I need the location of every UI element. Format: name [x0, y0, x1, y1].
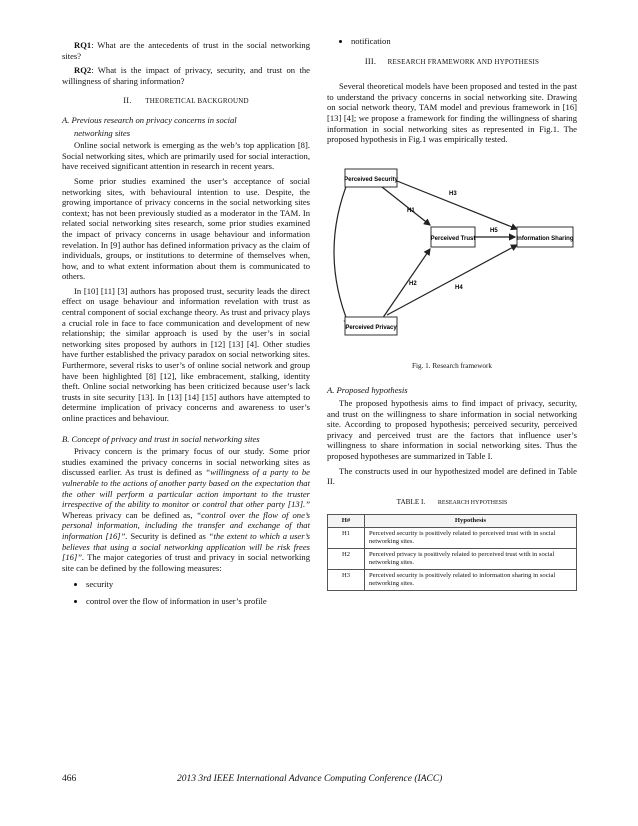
left-column	[62, 40, 310, 613]
table-cell: H3	[328, 570, 365, 591]
table-caption: TABLE I. RESEARCH HYPOTHESIS	[396, 497, 508, 506]
paragraph: The proposed hypothesis aims to find impact of privacy, security, and trust on the willingness to share information in social networking site. According to proposed hypothesis; perceived security, perceived privacy and perceived trust are the factors that influence user’s willingness to share information in social networking sites. Thus the proposed hypotheses are summarized in Table I.	[327, 397, 577, 461]
table-header-cell: H#	[328, 515, 365, 528]
subsection-a-title-cont: networking sites	[74, 127, 131, 138]
list-item: • security	[86, 579, 310, 590]
label-h4: H4	[455, 284, 463, 291]
table-cell: Perceived security is positively related to perceived trust with in social networking sites.	[365, 528, 577, 549]
arrow-h2	[382, 249, 430, 319]
figure-caption: Fig. 1. Research framework	[411, 361, 493, 370]
section-heading-2: II. THEORETICAL BACKGROUND	[123, 96, 249, 106]
section-heading-3: III. RESEARCH FRAMEWORK AND HYPOTHESIS	[364, 56, 540, 66]
label-perceived-security: Perceived Security	[344, 176, 398, 183]
right-column	[327, 36, 577, 591]
page-number: 466	[62, 774, 77, 784]
arrow-correlation	[334, 179, 349, 325]
paragraph: Some prior studies examined the user’s acceptance of social networking sites, with behavioural intention to use. Despite, the growing importance of privacy concerns in the social networking sites context; has not been previously studied as a moderator in the TAM. In related social networking sites research, some prior studies examined the impact of privacy concerns in usage behaviour and information revelation. In [9] author has defined information privacy as the claim of individuals, groups, or institutions to determine of themselves when, how, and to what extent information about them is communicated to others.	[62, 175, 310, 282]
label-h5: H5	[490, 227, 498, 234]
label-h1: H1	[407, 207, 415, 214]
label-perceived-trust: Perceived Trust	[430, 235, 476, 242]
table-row	[328, 528, 577, 549]
paragraph: Several theoretical models have been proposed and tested in the past to understand the privacy concerns in social networking site. Drawing on social network theory, TAM model and previous framework in [16] [13] [4]; we propose a framework for finding the willingness of sharing information in social networking sites as represented in Fig.1. The proposed hypothesis in Fig.1 was empirically tested.	[327, 81, 577, 145]
label-information-sharing: Information Sharing	[516, 235, 574, 242]
subsection-a-title: A. Previous research on privacy concerns in social	[62, 114, 237, 125]
paragraph-definitions: Privacy concern is the primary focus of our study. Some prior studies examined the privacy concerns in social networking sites as discussed earlier. As trust is defined as “willingness of a party to be vulnerable to the actions of another party based on the expectation that the other will perform a particular action important to the truster irrespective of the ability to monitor or control that other party [13].” Whereas privacy can be defined as, “control over the flow of one’s personal information, including the transfer and exchange of that information [16]”. Security is defined as “the extent to which a user’s believes that using a social networking application will be risk frees [16]”. The major categories of trust and privacy in social networking site can be defined by the following measures:	[62, 446, 310, 573]
table-row	[328, 549, 577, 570]
hypothesis-table	[327, 514, 577, 591]
research-framework-figure	[327, 157, 577, 357]
measures-list	[62, 579, 310, 606]
table-cell: Perceived security is positively related to information sharing in social networking sites.	[365, 570, 577, 591]
paragraph: The constructs used in our hypothesized model are defined in Table II.	[327, 465, 577, 487]
table-header-cell: Hypothesis	[365, 515, 577, 528]
framework-diagram	[327, 157, 577, 357]
research-question-2: RQ2: What is the impact of privacy, security, and trust on the willingness of sharing information?	[62, 65, 310, 86]
subsection-b-title: B. Concept of privacy and trust in social networking sites	[62, 433, 260, 444]
table-cell: H2	[328, 549, 365, 570]
list-item: • control over the flow of information in user’s profile	[86, 596, 310, 607]
table-header-row	[328, 515, 577, 528]
label-perceived-privacy: Perceived Privacy	[345, 324, 397, 331]
arrow-h3	[392, 179, 517, 229]
subsection-a-title: A. Proposed hypothesis	[327, 385, 408, 396]
measures-list-cont	[327, 36, 577, 47]
label-h2: H2	[409, 280, 417, 287]
table-cell: Perceived privacy is positively related to perceived trust with in social networking sites.	[365, 549, 577, 570]
arrow-h4	[387, 245, 517, 315]
label-h3: H3	[449, 190, 457, 197]
table-row	[328, 570, 577, 591]
conference-name: 2013 3rd IEEE International Advance Computing Conference (IACC)	[177, 774, 443, 784]
arrow-h1	[382, 187, 430, 225]
paragraph: Online social network is emerging as the web’s top application [8]. Social networking sites, which are primarily used for social interaction, have received significant attention in research in recent years.	[62, 140, 310, 172]
table-cell: H1	[328, 528, 365, 549]
research-question-1: RQ1: What are the antecedents of trust in the social networking sites?	[62, 40, 310, 61]
list-item: • notification	[351, 36, 577, 47]
paragraph: In [10] [11] [3] authors has proposed trust, security leads the direct effect on usage behaviour and information revelation with trust as central component of social exchange theory. As trust and privacy plays a crucial role in face to face communication and development of new relationship; the similar approach is used by the user’s in social networking sites proposed by authors in [12] [13] [4]. Other studies have further established the privacy paradox on social networking sites. Furthermore, several risks to user’s of online social network and group have been highlighted [8] [12], like embracement, stalking, identity theft. Online social networking has been criticized because user’s lack trusts in site security [13]. In [13] [14] [15] authors have attempted to determine implication of privacy concerns and awareness to user’s online practices and behaviour.	[62, 285, 310, 423]
